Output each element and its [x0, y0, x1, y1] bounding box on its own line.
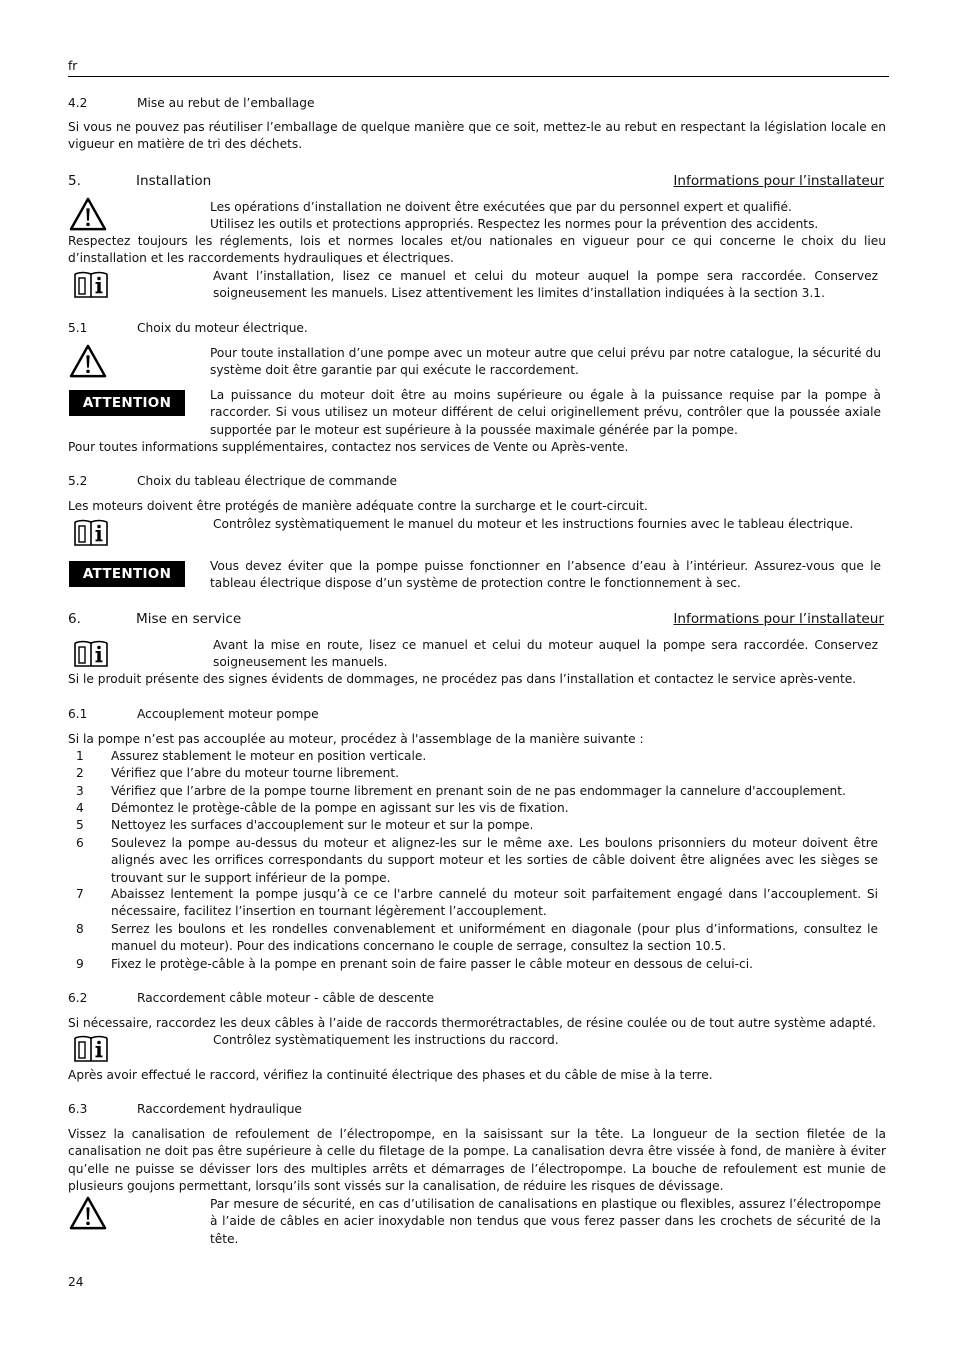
step-number: 2 [76, 766, 84, 780]
section-6-1-intro: Si la pompe n’est pas accouplée au moteur, procédez à l'assemblage de la manière suivante : [68, 732, 644, 746]
section-number: 6.3 [68, 1102, 88, 1116]
step-number: 5 [76, 818, 84, 832]
section-title: Raccordement hydraulique [137, 1102, 302, 1116]
section-6-3-text: Vissez la canalisation de refoulement de l’électropompe, en la saisissant sur la tête. La longueur de la section filetée de la canalisation ne doit pas être supérieure à celle du filetage de la pompe. La canalisation devra être vissée à fond, de manière à éviter qu’elle ne puisse se dévisser lors des multiples arrêts et démarrages de l’électropompe. La bouche de refoulement est munie de plusieurs goujons permettant, lorsqu’ils sont vissés sur la canalisation, de réduire les risques de dévissage. [68, 1127, 886, 1194]
step-text: Vérifiez que l’arbre de la pompe tourne librement en prenant soin de ne pas endommager la cannelure d'accouplement. [111, 784, 846, 798]
section-title: Installation [136, 173, 212, 189]
manual-icon [73, 639, 109, 669]
section-6-2-text: Si nécessaire, raccordez les deux câbles à l’aide de raccords thermorétractables, de résine coulée ou de tout autre système adapté. [68, 1016, 876, 1030]
section-number: 6.1 [68, 707, 88, 721]
warning-text: Utilisez les outils et protections appropriés. Respectez les normes pour la prévention des accidents. [210, 217, 819, 231]
step-number: 6 [76, 836, 84, 850]
attention-text: Vous devez éviter que la pompe puisse fonctionner en l’absence d’eau à l’intérieur. Assurez-vous que le tableau électrique dispose d’un système de protection contre le fonctionnement à sec. [210, 559, 881, 591]
step-number: 7 [76, 887, 84, 901]
installer-info-label: Informations pour l’installateur [673, 611, 884, 627]
section-5-1-text: Pour toutes informations supplémentaires, contactez nos services de Vente ou Après-vente. [68, 440, 629, 454]
manual-icon [73, 518, 109, 548]
section-5-2-text: Les moteurs doivent être protégés de manière adéquate contre la surcharge et le court-circuit. [68, 499, 648, 513]
warning-text: Les opérations d’installation ne doivent être exécutées que par du personnel expert et qualifié. [210, 200, 792, 214]
step-number: 9 [76, 957, 84, 971]
warning-text: Pour toute installation d’une pompe avec un moteur autre que celui prévu par notre catalogue, la sécurité du système doit être garantie par qui exécute le raccordement. [210, 346, 881, 378]
warning-text: Par mesure de sécurité, en cas d’utilisation de canalisations en plastique ou flexibles, assurez l’électropompe à l’aide de câbles en acier inoxydable non tendus que vous ferez passer dans les crochets de sécurité de la tête. [210, 1197, 881, 1246]
section-number: 5.1 [68, 321, 88, 335]
section-number: 6.2 [68, 991, 88, 1005]
attention-text: La puissance du moteur doit être au moins supérieure ou égale à la puissance requise par la pompe à raccorder. Si vous utilisez un moteur différent de celui originellement prévu, contrôler que la poussée axiale supportée par le moteur est supérieure à la poussée maximale générée par la pompe. [210, 388, 881, 437]
section-title: Choix du tableau électrique de commande [137, 474, 397, 488]
section-number: 5.2 [68, 474, 88, 488]
section-number: 4.2 [68, 96, 88, 110]
manual-note-text: Avant l’installation, lisez ce manuel et celui du moteur auquel la pompe sera raccordée. Conservez soigneusement les manuels. Lisez attentivement les limites d’installation indiquées à la section 3.1. [213, 269, 878, 301]
section-6-text: Si le produit présente des signes évidents de dommages, ne procédez pas dans l’installation et contactez le service après-vente. [68, 672, 857, 686]
attention-badge: ATTENTION [69, 561, 185, 587]
section-title: Accouplement moteur pompe [137, 707, 319, 721]
manual-note-text: Avant la mise en route, lisez ce manuel et celui du moteur auquel la pompe sera raccordée. Conservez soigneusement les manuels. [213, 638, 878, 670]
step-text: Abaissez lentement la pompe jusqu’à ce ce l'arbre cannelé du moteur soit parfaitement engagé dans l’accouplement. Si nécessaire, facilitez l’insertion en tournant légèrement l’accouplement. [111, 887, 878, 919]
section-title: Mise en service [136, 611, 242, 627]
step-text: Fixez le protège-câble à la pompe en prenant soin de faire passer le câble moteur en dessous de celui-ci. [111, 957, 753, 971]
manual-note-text: Contrôlez systèmatiquement le manuel du moteur et les instructions fournies avec le tableau électrique. [213, 517, 854, 531]
section-4-2-text: Si vous ne pouvez pas réutiliser l’emballage de quelque manière que ce soit, mettez-le au rebut en respectant la législation locale en vigueur en matière de tri des déchets. [68, 120, 886, 152]
step-number: 3 [76, 784, 84, 798]
header-rule [68, 76, 889, 77]
step-text: Serrez les boulons et les rondelles convenablement et uniformément en diagonale (pour plus d’informations, consultez le manuel du moteur). Pour des indications concernano le couple de serrage, consultez la section 10.5. [111, 922, 878, 954]
section-number: 6. [68, 611, 81, 627]
manual-icon [73, 270, 109, 300]
warning-icon [69, 344, 107, 378]
step-text: Démontez le protège-câble de la pompe en agissant sur les vis de fixation. [111, 801, 569, 815]
step-number: 4 [76, 801, 84, 815]
step-text: Assurez stablement le moteur en position verticale. [111, 749, 427, 763]
step-number: 1 [76, 749, 84, 763]
section-5-text: Respectez toujours les réglements, lois et normes locales et/ou nationales en vigueur pour ce qui concerne le choix du lieu d’installation et les raccordements hydrauliques et électriques. [68, 234, 886, 266]
warning-icon [69, 197, 107, 231]
warning-icon [69, 1196, 107, 1230]
section-title: Choix du moteur électrique. [137, 321, 308, 335]
manual-note-text: Contrôlez systèmatiquement les instructions du raccord. [213, 1033, 559, 1047]
section-6-2-text-2: Après avoir effectué le raccord, vérifiez la continuité électrique des phases et du câble de mise à la terre. [68, 1068, 713, 1082]
section-number: 5. [68, 173, 81, 189]
section-title: Mise au rebut de l’emballage [137, 96, 315, 110]
installer-info-label: Informations pour l’installateur [673, 173, 884, 189]
step-text: Vérifiez que l’abre du moteur tourne librement. [111, 766, 400, 780]
step-number: 8 [76, 922, 84, 936]
page-language: fr [68, 59, 78, 73]
section-title: Raccordement câble moteur - câble de descente [137, 991, 435, 1005]
step-text: Soulevez la pompe au-dessus du moteur et alignez-les sur le même axe. Les boulons prisonniers du moteur doivent être alignés avec les orrifices correspondants du support moteur et les sorties de câble doivent être alignées avec les sièges se trouvant sur le support inférieur de la pompe. [111, 836, 878, 885]
step-text: Nettoyez les surfaces d'accouplement sur le moteur et sur la pompe. [111, 818, 534, 832]
attention-badge: ATTENTION [69, 390, 185, 416]
manual-icon [73, 1034, 109, 1064]
page-number: 24 [68, 1275, 84, 1289]
